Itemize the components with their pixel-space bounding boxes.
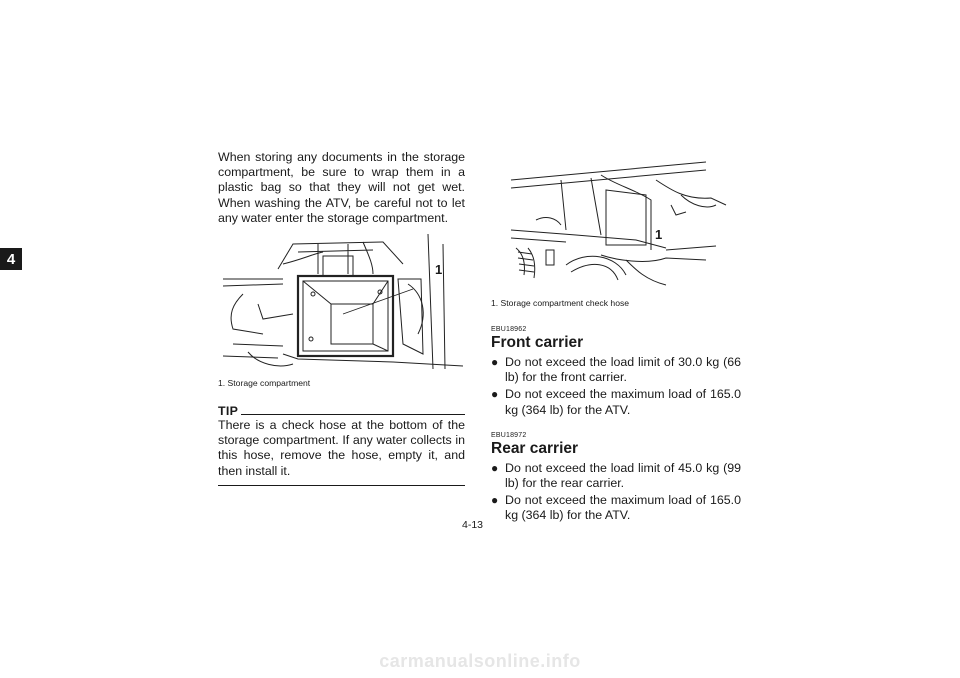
- section-code: EBU18962: [491, 326, 527, 333]
- front-carrier-section: [491, 326, 741, 418]
- bullet-text: Do not exceed the maximum load of 165.0 kg (364 lb) for the ATV.: [505, 387, 741, 417]
- bullet-item: [491, 493, 741, 523]
- front-carrier-bullets: [491, 355, 741, 418]
- storage-intro-paragraph: When storing any documents in the storage compartment, be sure to wrap them in a plastic bag so that they will not get wet. When washing the ATV, be careful not to let any water enter the storage compartment.: [218, 150, 465, 225]
- bullet-icon: ●: [491, 493, 499, 508]
- tip-text: There is a check hose at the bottom of the storage compartment. If any water collects in this hose, remove the hose, empty it, and then install it.: [218, 418, 465, 478]
- figure-caption: 1. Storage compartment check hose: [491, 298, 630, 308]
- bullet-icon: ●: [491, 460, 499, 475]
- left-column: [218, 150, 465, 486]
- tip-header: [218, 404, 465, 418]
- storage-compartment-figure: [218, 234, 465, 374]
- section-heading: Rear carrier: [491, 439, 579, 457]
- rear-carrier-section: [491, 432, 741, 524]
- bullet-text: Do not exceed the maximum load of 165.0 kg (364 lb) for the ATV.: [505, 493, 741, 523]
- bullet-icon: ●: [491, 387, 499, 402]
- check-hose-figure: [491, 160, 741, 292]
- page-number: 4-13: [462, 519, 484, 531]
- bullet-item: [491, 355, 741, 385]
- chapter-tab: 4: [0, 248, 22, 270]
- tip-bottom-rule: [218, 485, 465, 486]
- figure-callout-number: 1: [655, 227, 663, 242]
- bullet-text: Do not exceed the load limit of 45.0 kg (99 lb) for the rear carrier.: [505, 460, 741, 491]
- storage-compartment-illustration: [223, 234, 463, 374]
- watermark: carmanualsonline.info: [379, 651, 581, 671]
- figure-callout-number: 1: [435, 262, 443, 278]
- section-heading: Front carrier: [491, 334, 584, 351]
- figure-caption: 1. Storage compartment: [218, 378, 311, 389]
- bullet-text: Do not exceed the load limit of 30.0 kg (66 lb) for the front carrier.: [505, 355, 741, 385]
- section-code: EBU18972: [491, 431, 527, 439]
- rear-carrier-bullets: [491, 461, 741, 524]
- right-column: [491, 160, 741, 526]
- bullet-item: [491, 461, 741, 491]
- tip-top-rule: [241, 414, 465, 415]
- bullet-item: [491, 387, 741, 417]
- check-hose-illustration: [506, 160, 731, 292]
- bullet-icon: ●: [491, 355, 499, 369]
- tip-label: TIP: [218, 404, 239, 419]
